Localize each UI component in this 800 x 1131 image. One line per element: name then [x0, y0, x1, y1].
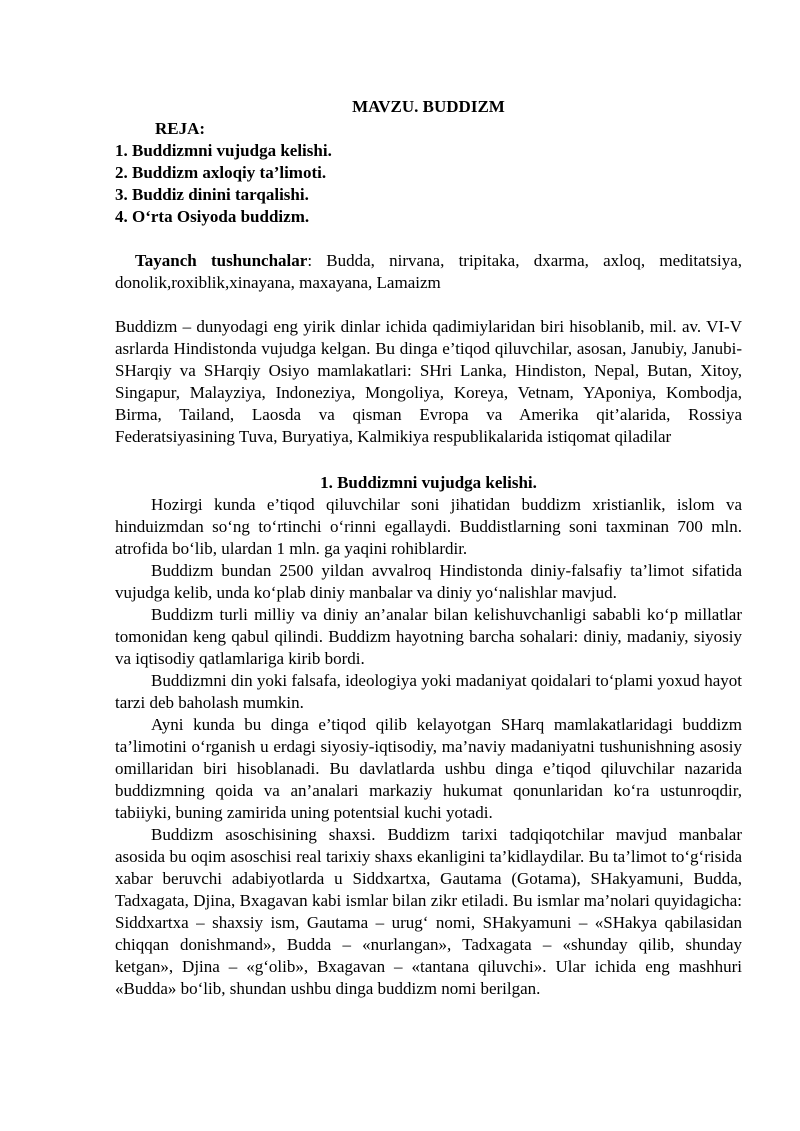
body-paragraph: Hozirgi kunda e’tiqod qiluvchilar soni jihatidan buddizm xristianlik, islom va hinduizmdan so‘ng to‘rtinchi o‘rinni egallaydi. Buddistlarning soni taxminan 700 mln. atrofida bo‘lib, ulardan 1 mln. ga yaqini rohiblardir.	[115, 495, 742, 558]
plan-item: 4. O‘rta Osiyoda buddizm.	[115, 207, 310, 226]
body-paragraph: Buddizm asoschisining shaxsi. Buddizm tarixi tadqiqotchilar mavjud manbalar asosida bu oqim asoschisi real tarixiy shaxs ekanligini ta’kidlaydilar. Bu ta’limot to‘g‘risida xabar beruvchi adabiyotlarda u Siddxartxa, Gautama (Gotama), SHakyamuni, Budda, Tadxagata, Djina, Bxagavan kabi ismlar bilan zikr etiladi. Bu ismlar ma’nolari quyidagicha: Siddxartxa – shaxsiy ism, Gautama – urug‘ nomi, SHakyamuni – «SHakya qabilasidan chiqqan donishmand», Budda – «nurlangan», Tadxagata – «shunday qilib, shunday ketgan», Djina – «g‘olib», Bxagavan – «tantana qiluvchi». Ular ichida eng mashhuri «Budda» bo‘lib, shundan ushbu dinga buddizm nomi berilgan.	[115, 825, 742, 998]
keywords-text: : Budda, nirvana, tripitaka, dxarma, axloq, meditatsiya, donolik,roxiblik,xinayana, maxayana, Lamaizm	[115, 251, 742, 292]
plan-list	[115, 140, 742, 228]
keywords-paragraph	[115, 250, 742, 294]
section-heading: 1. Buddizmni vujudga kelishi.	[320, 473, 537, 492]
plan-item: 2. Buddizm axloqiy ta’limoti.	[115, 163, 327, 182]
document-page	[115, 96, 742, 1000]
plan-item: 1. Buddizmni vujudga kelishi.	[115, 141, 332, 160]
body-paragraph: Buddizm turli milliy va diniy an’analar bilan kelishuvchanligi sababli ko‘p millatlar tomonidan keng qabul qilindi. Buddizm hayotning barcha sohalari: diniy, madaniy, siyosiy va iqtisodiy qatlamlariga kirib bordi.	[115, 605, 742, 668]
body-paragraph: Buddizm bundan 2500 yildan avvalroq Hindistonda diniy-falsafiy ta’limot sifatida vujudga kelib, unda ko‘plab diniy manbalar va diniy yo‘nalishlar mavjud.	[115, 561, 742, 602]
keywords-label: Tayanch tushunchalar	[135, 251, 308, 270]
body-paragraph: Buddizmni din yoki falsafa, ideologiya yoki madaniyat qoidalari to‘plami yoxud hayot tarzi deb baholash mumkin.	[115, 671, 742, 712]
document-title: MAVZU. BUDDIZM	[352, 97, 505, 116]
plan-item: 3. Buddiz dinini tarqalishi.	[115, 185, 309, 204]
body-paragraph: Ayni kunda bu dinga e’tiqod qilib kelayotgan SHarq mamlakatlaridagi buddizm ta’limotini o‘rganish u erdagi siyosiy-iqtisodiy, ma’naviy madaniyatni tushunishning asosiy omillaridan biri hisoblanadi. Bu davlatlarda ushbu dinga e’tiqod qiluvchilar nazarida buddizmning qoida va an’analari markaziy hukumat qonunlaridan ko‘ra ustunroqdir, tabiiyki, buning zamirida uning potentsial kuchi yotadi.	[115, 715, 742, 822]
intro-paragraph: Buddizm – dunyodagi eng yirik dinlar ichida qadimiylaridan biri hisoblanib, mil. av. VI-V asrlarda Hindistonda vujudga kelgan. Bu dinga e’tiqod qiluvchilar, asosan, Janubiy, Janubi-SHarqiy va SHarqiy Osiyo mamlakatlari: SHri Lanka, Hindiston, Nepal, Butan, Xitoy, Singapur, Malayziya, Indoneziya, Mongoliya, Koreya, Vetnam, YAponiya, Kombodja, Birma, Tailand, Laosda va qisman Evropa va Amerika qit’alarida, Rossiya Federatsiyasining Tuva, Buryatiya, Kalmikiya respublikalarida istiqomat qiladilar	[115, 317, 742, 446]
plan-label: REJA:	[155, 119, 206, 138]
